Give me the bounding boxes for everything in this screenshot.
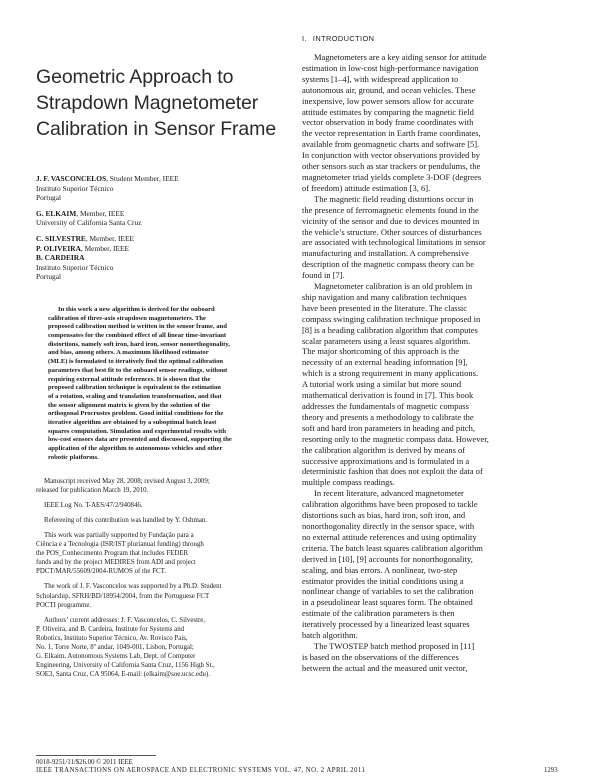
section-heading xyxy=(302,34,570,43)
body-line: criteria. The batch least squares calibration algorithm xyxy=(302,542,483,553)
author-role: , Member, IEEE xyxy=(85,233,134,243)
body-paragraph xyxy=(302,194,570,281)
body-line: the vehicle’s structure. Other sources of disturbances xyxy=(302,226,482,237)
author-affiliation: Portugal xyxy=(36,193,62,203)
body-line: which is a strong requirement in many applications. xyxy=(302,368,479,379)
footnote-line: P. Oliveira, and B. Cardeira, Institute for Systems and xyxy=(36,625,185,633)
body-line: estimate of the calibration parameters is then xyxy=(302,608,455,619)
running-footer: IEEE TRANSACTIONS ON AEROSPACE AND ELECTRONIC SYSTEMS VOL. 47, NO. 2 APRIL 2011 xyxy=(36,767,366,774)
body-line: iteratively processed by a linearized least squares xyxy=(302,619,470,630)
body-line: in a pseudolinear least squares form. The obtained xyxy=(302,597,473,608)
author-name: P. OLIVEIRA xyxy=(36,243,81,253)
author-affiliation: Instituto Superior Técnico xyxy=(36,183,114,193)
body-line: the vector representation in Earth frame coordinates, xyxy=(302,128,481,139)
body-line: the calibration algorithm is derived by means of xyxy=(302,444,466,455)
footnote-line: No. 1, Torre Norte, 8º andar, 1049-001, Lisbon, Portugal; xyxy=(36,644,194,651)
body-line: addresses the fundamentals of magnetic compass xyxy=(302,401,469,411)
abstract-line: In this work a new algorithm is derived for the onboard xyxy=(58,305,215,313)
abstract-line: squares computation. Simulation and experimental results with xyxy=(48,427,226,435)
author-affiliation: University of California Santa Cruz xyxy=(36,218,142,228)
body-paragraph xyxy=(302,52,570,194)
section-number: I. xyxy=(302,34,307,43)
author-name: G. ELKAIM xyxy=(36,208,77,218)
author-entry xyxy=(36,209,292,228)
body-text xyxy=(302,52,570,674)
body-line: deterministic fashion that does not exploit the data of xyxy=(302,466,483,477)
footnote-paragraph xyxy=(36,582,292,609)
body-line: is based on the observations of the differences xyxy=(302,651,459,662)
footnote-paragraph xyxy=(36,477,292,495)
abstract-line: calibration of three-axis strapdown magnetometers. The xyxy=(48,314,206,322)
body-line: A tutorial work using a similar but more sound xyxy=(302,379,462,390)
footnote-paragraph xyxy=(36,531,292,576)
body-line: vector observation in body frame coordinates with xyxy=(302,117,474,128)
footnote-line: funds and by the project MEDIRES from ADI and project xyxy=(36,559,196,567)
body-line: nonlinear change of variables to set the calibration xyxy=(302,586,474,597)
footnote-line: Ciência e a Tecnologia (ISR/IST plurianual funding) through xyxy=(36,541,204,549)
abstract-line: robotic platforms. xyxy=(48,453,99,461)
body-line: no external attitude references and using optimality xyxy=(302,531,477,542)
abstract-line: iterative algorithm are obtained by a suboptimal batch least xyxy=(48,419,217,427)
author-affiliation: Portugal xyxy=(36,272,62,282)
body-line: The magnetic field reading distortions occur in xyxy=(314,193,474,204)
body-line: resorting only to the magnetic compass data. However, xyxy=(302,433,489,444)
left-column xyxy=(36,34,292,685)
title-line: Geometric Approach to xyxy=(36,66,234,88)
title-line: Strapdown Magnetometer xyxy=(36,92,259,114)
footnote-line: Engineering, University of California Santa Cruz, 1156 High St., xyxy=(36,662,215,670)
body-line: estimation in low-cost high-performance navigation xyxy=(302,62,479,73)
body-line: other sensors such as star trackers or pendulums, the xyxy=(302,161,481,172)
body-line: multiple compass readings. xyxy=(302,477,395,488)
footnote-line: IEEE Log No. T-AES/47/2/940846. xyxy=(44,501,143,509)
body-line: have been presented in the literature. The classic xyxy=(302,302,468,313)
body-line: available from geomagnetic charts and software [5]. xyxy=(302,139,480,150)
body-line: calibration algorithms have been proposed to tackle xyxy=(302,499,478,510)
footnote-line: G. Elkaim, Autonomous Systems Lab, Dept. of Computer xyxy=(36,653,196,661)
author-role: , Member, IEEE xyxy=(80,243,130,253)
author-name: B. CARDEIRA xyxy=(36,253,85,263)
body-line: magnetometer triad yields complete 3-DOF (degrees xyxy=(302,171,482,182)
author-entry xyxy=(36,253,292,282)
body-line: scaling, and bias errors. A nonlinear, two-step xyxy=(302,564,458,575)
abstract-line: proposed calibration technique is equivalent to the estimation xyxy=(48,384,221,392)
author-entry xyxy=(36,234,292,244)
body-line: compass swinging calibration technique proposed in xyxy=(302,313,481,324)
author-list xyxy=(36,174,292,282)
footnote-line: Manuscript received May 28, 2008; revised August 3, 2009; xyxy=(44,477,210,485)
body-line: batch algorithm. xyxy=(302,630,358,641)
body-line: of freedom) attitude estimation [3, 6]. xyxy=(302,182,431,193)
footnote-paragraph xyxy=(36,501,292,510)
abstract-line: low-cost sensors data are presented and discussed, supporting the xyxy=(48,436,232,444)
footnote-paragraph xyxy=(36,516,292,525)
author-name: C. SILVESTRE xyxy=(36,233,86,243)
body-line: The major shortcoming of this approach is the xyxy=(302,346,459,357)
author-role: , Member, IEEE xyxy=(76,208,125,218)
body-line: systems [1–4], with widespread application to xyxy=(302,73,459,84)
body-paragraph xyxy=(302,488,570,641)
body-line: inexpensive, low power sensors allow for accurate xyxy=(302,95,474,106)
body-line: necessity of an external heading information [9], xyxy=(302,357,468,368)
right-column xyxy=(302,34,570,674)
body-line: In conjunction with vector observations provided by xyxy=(302,150,480,161)
footnote-line: Authors’ current addresses: J. F. Vasconcelos, C. Silvestre, xyxy=(44,616,206,624)
abstract-line: of a rotation, scaling and translation transformation, and that xyxy=(48,392,222,400)
abstract-line: and bias, among others. A maximum likelihood estimator xyxy=(48,349,209,357)
footnote-line: Refereeing of this contribution was handled by Y. Oshman. xyxy=(44,516,208,524)
author-entry xyxy=(36,174,292,203)
body-line: [8] is a heading calibration algorithm that computes xyxy=(302,324,478,335)
body-line: found in [7]. xyxy=(302,270,345,281)
footnote-line: Robotics, Instituto Superior Técnico, Av. Rovisco Pais, xyxy=(36,634,188,642)
abstract-line: orthogonal Procrustes problem. Good initial conditions for the xyxy=(48,410,224,418)
footnote-line: SOE3, Santa Cruz, CA 95064, E-mail: (elkaim@soe.ucsc.edu). xyxy=(36,671,210,679)
body-line: Magnetometer calibration is an old problem in xyxy=(314,281,473,292)
body-line: attitude estimates by comparing the magnetic field xyxy=(302,106,474,117)
body-line: vicinity of the sensor and due to devices mounted in xyxy=(302,215,480,226)
body-line: nonorthogonality directly in the sensor space, with xyxy=(302,520,475,531)
body-line: are associated with technological limitations in sensor xyxy=(302,237,486,248)
page-number: 1293 xyxy=(544,767,558,774)
body-paragraph xyxy=(302,281,570,488)
footnote-line: released for publication March 19, 2010. xyxy=(36,486,149,494)
footnote-line: This work was partially supported by Fundação para a xyxy=(44,531,194,539)
footnotes xyxy=(36,477,292,680)
body-line: soft and hard iron parameters in heading and pitch, xyxy=(302,422,476,433)
abstract-line: requiring external attitude references. It is shown that the xyxy=(48,375,211,383)
abstract-line: parameters that best fit to the onboard sensor readings, without xyxy=(48,366,228,374)
abstract-line: distortions, namely soft iron, hard iron, sensor nonorthogonality, xyxy=(48,340,230,348)
author-affiliation: Instituto Superior Técnico xyxy=(36,262,114,272)
body-line: The TWOSTEP batch method proposed in [11] xyxy=(314,640,475,651)
body-line: manufacturing and installation. A comprehensive xyxy=(302,248,469,259)
body-line: successive approximations and is formulated in a xyxy=(302,455,470,466)
body-paragraph xyxy=(302,641,570,674)
author-entry xyxy=(36,244,292,254)
body-line: Magnetometers are a key aiding sensor for attitude xyxy=(314,52,487,62)
author-role: , Student Member, IEEE xyxy=(106,174,179,183)
copyright-line: 0018-9251/11/$26.00 © 2011 IEEE xyxy=(36,755,156,766)
author-name: J. F. VASCONCELOS xyxy=(36,174,107,183)
body-line: ship navigation and many calibration techniques xyxy=(302,291,467,302)
body-line: description of the magnetic compass theory can be xyxy=(302,259,475,270)
abstract-line: (MLE) is formulated to iteratively find the optimal calibration xyxy=(48,358,224,366)
footnote-paragraph xyxy=(36,616,292,680)
abstract-line: application of the algorithm to autonomous vehicles and other xyxy=(48,445,223,453)
body-line: scalar parameters using a least squares algorithm. xyxy=(302,335,471,346)
footnote-line: POCTI programme. xyxy=(36,601,92,609)
paper-title xyxy=(36,64,292,142)
body-line: In recent literature, advanced magnetometer xyxy=(314,488,464,499)
body-line: distortions such as bias, hard iron, soft iron, and xyxy=(302,510,466,521)
abstract-line: proposed calibration method is written in the sensor frame, and xyxy=(48,323,227,331)
body-line: derived in [10], [9] accounts for nonorthogonality, xyxy=(302,553,473,564)
section-title: INTRODUCTION xyxy=(312,34,375,43)
body-line: autonomous air, ground, and ocean vehicles. These xyxy=(302,84,476,95)
footnote-line: PDCT/MAR/55609/2004-RUMOS of the FCT. xyxy=(36,568,167,576)
title-line: Calibration in Sensor Frame xyxy=(36,118,277,140)
abstract-line: the sensor alignment matrix is given by the solution of the xyxy=(48,401,211,409)
footnote-line: Scholarship, SFRH/BD/18954/2004, from the Portuguese FCT xyxy=(36,592,210,600)
footnote-line: the POS_Conhecimento Program that includes FEDER xyxy=(36,550,189,558)
body-line: the presence of ferromagnetic elements found in the xyxy=(302,204,479,215)
abstract-line: compensates for the combined effect of all linear time-invariant xyxy=(48,332,227,340)
body-line: mathematical derivation is found in [7]. This book xyxy=(302,390,474,401)
body-line: theory and presents a methodology to calibrate the xyxy=(302,411,474,422)
body-line: between the actual and the measured unit vector, xyxy=(302,662,468,673)
body-line: estimator provides the initial conditions using a xyxy=(302,575,464,586)
abstract xyxy=(36,306,292,463)
footnote-line: The work of J. F. Vasconcelos was supported by a Ph.D. Student xyxy=(44,583,222,591)
